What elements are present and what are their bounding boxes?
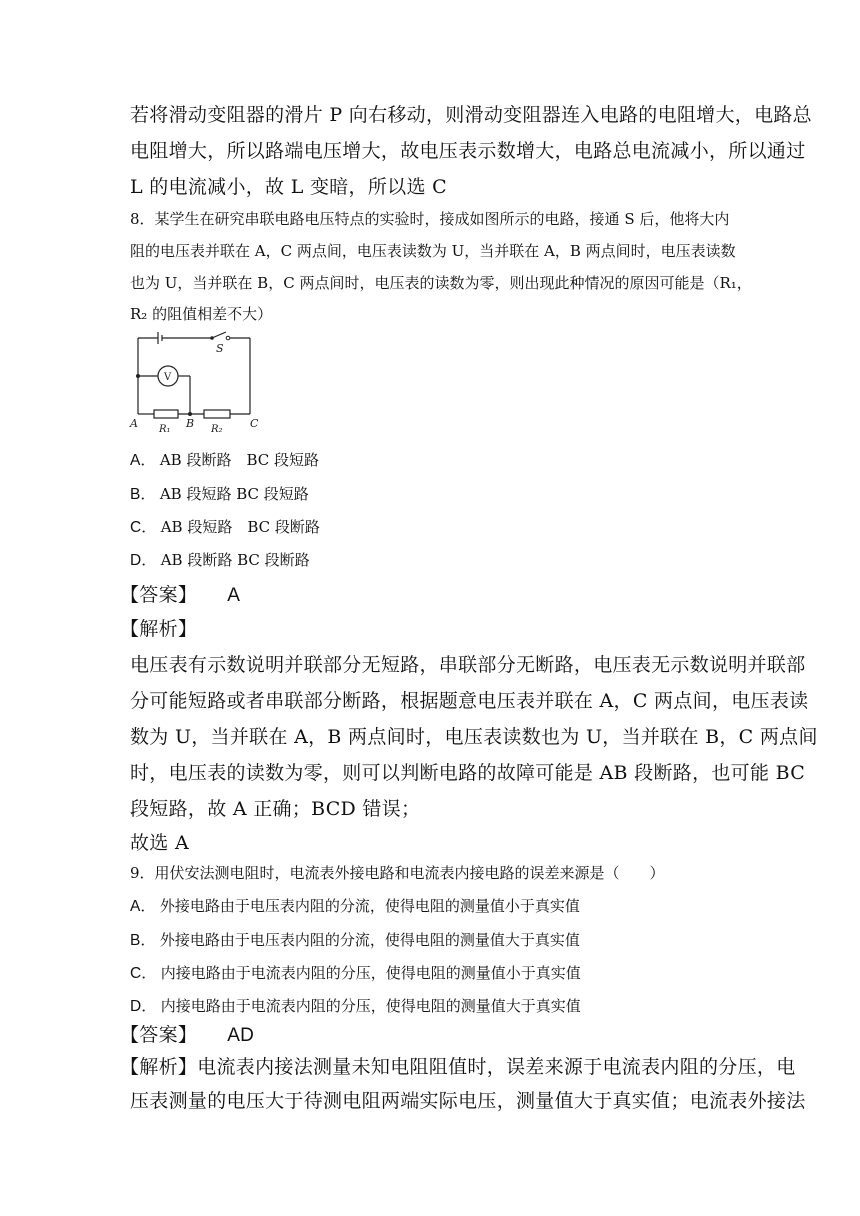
q8-analysis-line-3: 数为 U，当并联在 A，B 两点间时，电压表读数也为 U，当并联在 B，C 两点间	[130, 726, 818, 748]
option-text: AB 段断路 BC 段短路	[159, 451, 320, 469]
q9-answer	[120, 1020, 254, 1047]
prev-solution-line-2: 电阻增大，所以路端电压增大，故电压表示数增大，电路总电流减小，所以通过	[130, 140, 806, 162]
option-label: C．	[130, 965, 157, 982]
option-text: 内接电路由于电流表内阻的分压，使得电阻的测量值小于真实值	[160, 964, 581, 982]
q9-option-d	[130, 994, 581, 1016]
q8-stem-line-2: 阻的电压表并联在 A，C 两点间，电压表读数为 U，当并联在 A，B 两点间时，电压表读数	[130, 242, 736, 260]
label-c: C	[250, 417, 259, 430]
q9-option-c	[130, 961, 581, 983]
q8-option-a	[130, 448, 319, 470]
q8-analysis-line-4: 时，电压表的读数为零，则可以判断电路的故障可能是 AB 段断路，也可能 BC	[130, 762, 806, 784]
q8-analysis-line-2: 分可能短路或者串联部分断路，根据题意电压表并联在 A，C 两点间，电压表读	[130, 690, 809, 712]
q9-stem: 9．用伏安法测电阻时，电流表外接电路和电流表内接电路的误差来源是（ ）	[130, 864, 665, 882]
label-r2: R₂	[211, 424, 223, 435]
option-label: B．	[130, 932, 156, 949]
q8-analysis-label: 【解析】	[120, 618, 198, 640]
q8-option-c	[130, 515, 320, 537]
option-text: 内接电路由于电流表内阻的分压，使得电阻的测量值大于真实值	[160, 997, 581, 1015]
resistor-r2	[204, 410, 230, 418]
option-label: B．	[130, 486, 156, 503]
q9-analysis-line-1	[120, 1052, 796, 1079]
q8-answer	[120, 580, 240, 607]
label-r1: R₁	[159, 424, 171, 435]
q9-option-b	[130, 928, 580, 950]
prev-solution-line-3: L 的电流减小，故 L 变暗，所以选 C	[130, 176, 447, 198]
q9-option-a	[130, 894, 580, 916]
q8-option-b	[130, 482, 309, 504]
option-text: AB 段断路 BC 段断路	[160, 551, 310, 569]
option-label: D．	[130, 552, 157, 569]
option-text: AB 段短路 BC 段断路	[160, 518, 320, 536]
option-label: C．	[130, 519, 157, 536]
answer-value: AD	[227, 1025, 255, 1046]
label-a: A	[130, 417, 138, 430]
option-text: AB 段短路 BC 段短路	[159, 485, 309, 503]
analysis-text: 电流表内接法测量未知电阻阻值时，误差来源于电流表内阻的分压，电	[197, 1056, 796, 1078]
circuit-diagram	[128, 328, 268, 440]
label-v: V	[164, 372, 172, 383]
analysis-label: 【解析】	[120, 1056, 198, 1078]
q8-analysis-line-1: 电压表有示数说明并联部分无短路，串联部分无断路，电压表无示数说明并联部	[130, 654, 806, 676]
label-b: B	[186, 417, 195, 430]
option-text: 外接电路由于电压表内阻的分流，使得电阻的测量值大于真实值	[159, 931, 580, 949]
q8-analysis-line-5: 段短路，故 A 正确；BCD 错误；	[130, 798, 421, 820]
answer-label: 【答案】	[120, 1024, 198, 1046]
option-label: A．	[130, 898, 156, 915]
answer-value: A	[227, 585, 241, 606]
prev-solution-line-1: 若将滑动变阻器的滑片 P 向右移动，则滑动变阻器连入电路的电阻增大，电路总	[130, 104, 812, 126]
q9-analysis-line-2: 压表测量的电压大于待测电阻两端实际电压，测量值大于真实值；电流表外接法	[130, 1090, 806, 1112]
q8-stem-line-4: R₂ 的阻值相差不大）	[130, 305, 273, 323]
option-label: D．	[130, 998, 157, 1015]
q8-option-d	[130, 548, 310, 570]
resistor-r1	[154, 410, 178, 418]
label-s: S	[216, 342, 224, 355]
q8-stem-line-3: 也为 U，当并联在 B，C 两点间时，电压表的读数为零，则出现此种情况的原因可能是（R₁，	[130, 274, 752, 292]
q8-analysis-line-6: 故选 A	[130, 832, 189, 854]
option-label: A．	[130, 452, 156, 469]
q8-stem-line-1: 8．某学生在研究串联电路电压特点的实验时，接成如图所示的电路，接通 S 后，他将大内	[130, 210, 730, 228]
answer-label: 【答案】	[120, 584, 198, 606]
option-text: 外接电路由于电压表内阻的分流，使得电阻的测量值小于真实值	[159, 897, 580, 915]
